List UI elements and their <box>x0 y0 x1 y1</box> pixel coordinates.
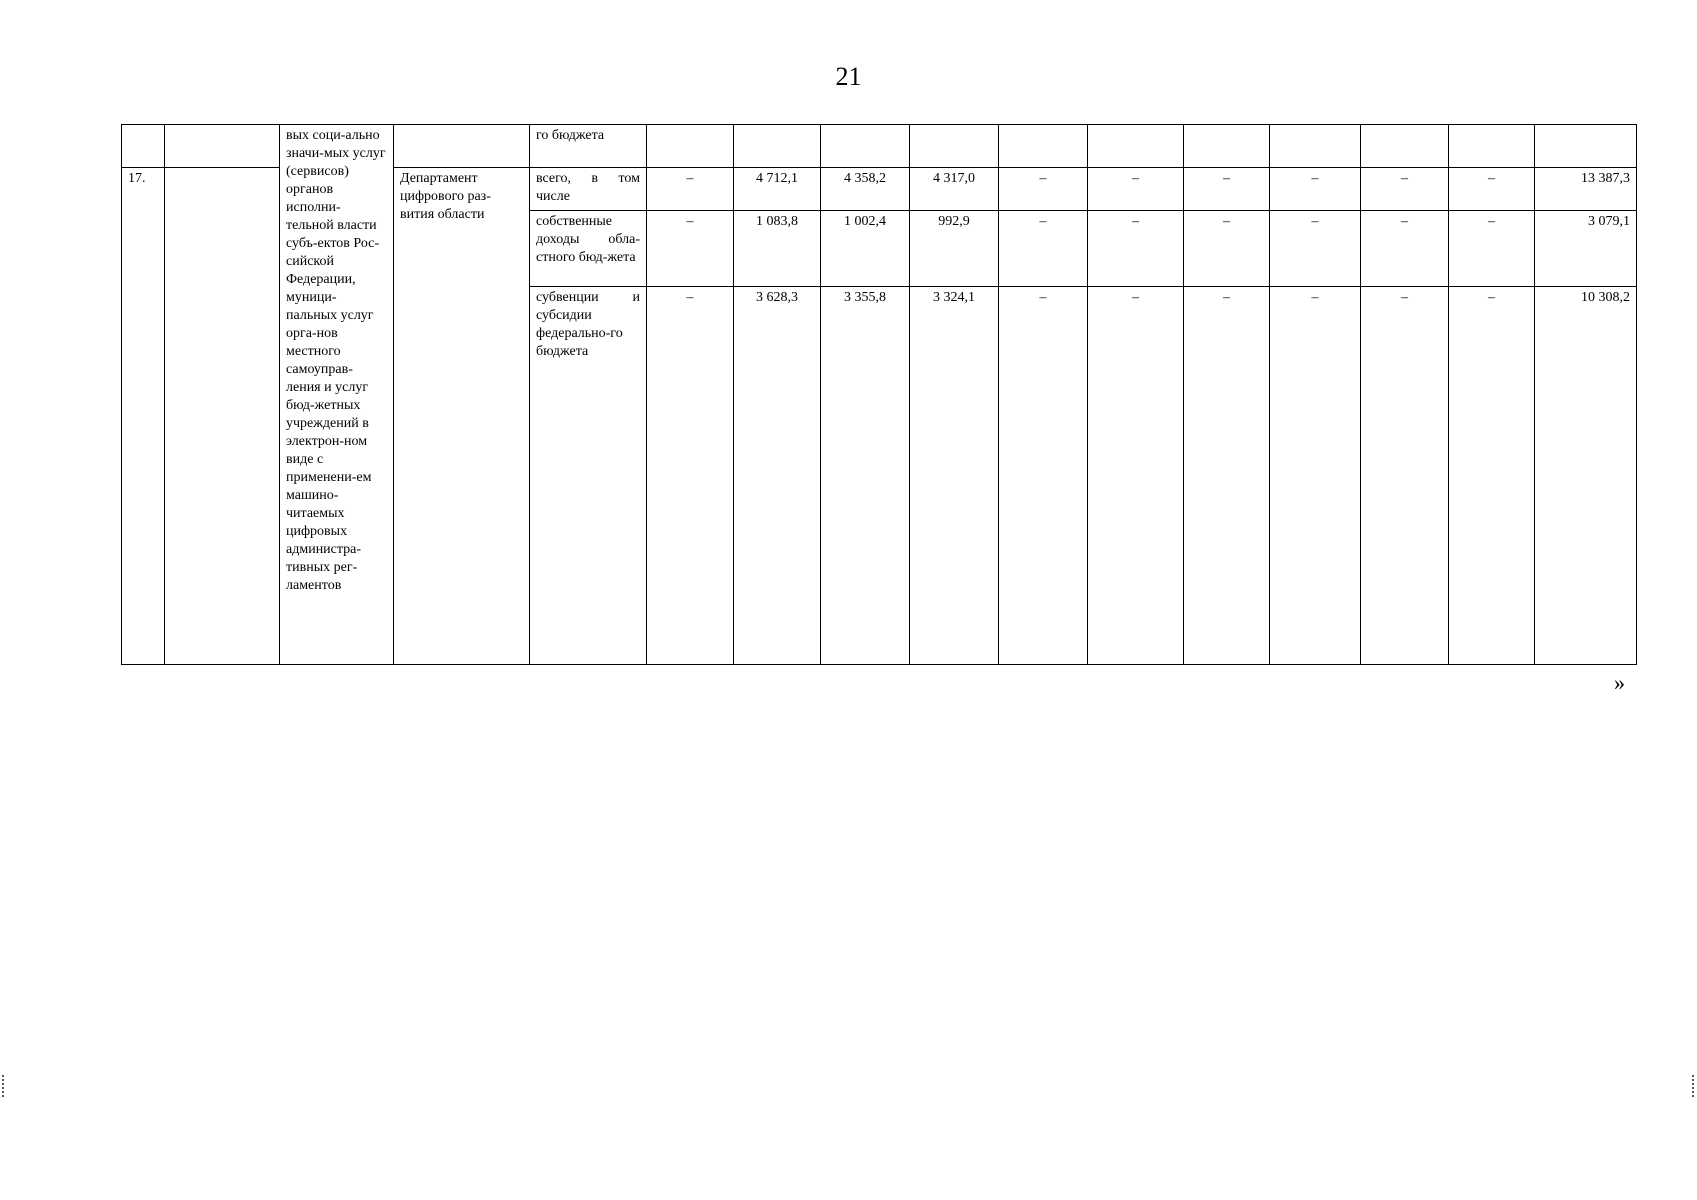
value-cell: – <box>999 287 1088 665</box>
value-cell: – <box>999 211 1088 287</box>
value-cell: – <box>1449 211 1535 287</box>
value-cell: 4 358,2 <box>821 168 910 211</box>
value-cell: – <box>1270 168 1361 211</box>
value-cell: – <box>1361 168 1449 211</box>
value-cell: – <box>647 211 734 287</box>
cell-empty <box>1088 125 1184 168</box>
cell-empty <box>1270 125 1361 168</box>
page-number: 21 <box>835 62 862 91</box>
value-cell: – <box>647 168 734 211</box>
funding-source-continuation: го бюджета <box>530 125 647 168</box>
cell-empty <box>821 125 910 168</box>
department: Департамент цифрового раз-вития области <box>400 171 491 222</box>
value-cell: – <box>1361 211 1449 287</box>
total-cell: 13 387,3 <box>1535 168 1637 211</box>
value-cell: – <box>1270 211 1361 287</box>
value-cell: 1 083,8 <box>734 211 821 287</box>
cell-empty <box>1535 125 1637 168</box>
cell-empty <box>1361 125 1449 168</box>
value-cell: – <box>1088 287 1184 665</box>
cell-empty <box>734 125 821 168</box>
value-cell: – <box>1361 287 1449 665</box>
value-cell: – <box>1184 168 1270 211</box>
total-cell: 3 079,1 <box>1535 211 1637 287</box>
value-cell: – <box>1449 168 1535 211</box>
value-cell: – <box>1270 287 1361 665</box>
value-cell: – <box>1449 287 1535 665</box>
cell-empty <box>910 125 999 168</box>
value-cell: – <box>999 168 1088 211</box>
measure-name: вых соци-ально значи-мых услуг (сервисов) органов исполни-тельной власти субъ-ектов Рос-сийской Федерации, муници-пальных услуг орга-нов местного самоуправ-ления и услуг бюд-жетных учреждений в электрон-ном виде с применени-ем машино-читаемых цифровых администра-тивных рег-ламентов <box>286 128 386 593</box>
cell-empty <box>999 125 1088 168</box>
value-cell: – <box>1088 168 1184 211</box>
table-row-top <box>122 125 1637 168</box>
cell-empty <box>165 168 280 665</box>
budget-table <box>121 124 1637 665</box>
total-cell: 10 308,2 <box>1535 287 1637 665</box>
cell-empty <box>1184 125 1270 168</box>
department-cell <box>394 168 530 665</box>
value-cell: 3 324,1 <box>910 287 999 665</box>
funding-label: всего, в том числе <box>530 168 647 211</box>
cell-empty <box>165 125 280 168</box>
row-number: 17. <box>122 168 165 665</box>
cell-empty <box>1449 125 1535 168</box>
value-cell: 3 628,3 <box>734 287 821 665</box>
value-cell: 4 712,1 <box>734 168 821 211</box>
value-cell: 3 355,8 <box>821 287 910 665</box>
cell-empty <box>122 125 165 168</box>
value-cell: – <box>1088 211 1184 287</box>
scan-edge-mark-right <box>1692 1075 1696 1097</box>
cell-empty <box>647 125 734 168</box>
value-cell: – <box>647 287 734 665</box>
measure-name-cell <box>280 125 394 665</box>
scan-edge-mark-left <box>2 1075 6 1097</box>
value-cell: 1 002,4 <box>821 211 910 287</box>
cell-empty <box>394 125 530 168</box>
value-cell: 4 317,0 <box>910 168 999 211</box>
value-cell: – <box>1184 287 1270 665</box>
closing-quote: » <box>1614 670 1625 695</box>
value-cell: – <box>1184 211 1270 287</box>
funding-label: субвенции и субсидии федерально-го бюджета <box>530 287 647 665</box>
value-cell: 992,9 <box>910 211 999 287</box>
funding-label: собственные доходы обла-стного бюд-жета <box>530 211 647 287</box>
